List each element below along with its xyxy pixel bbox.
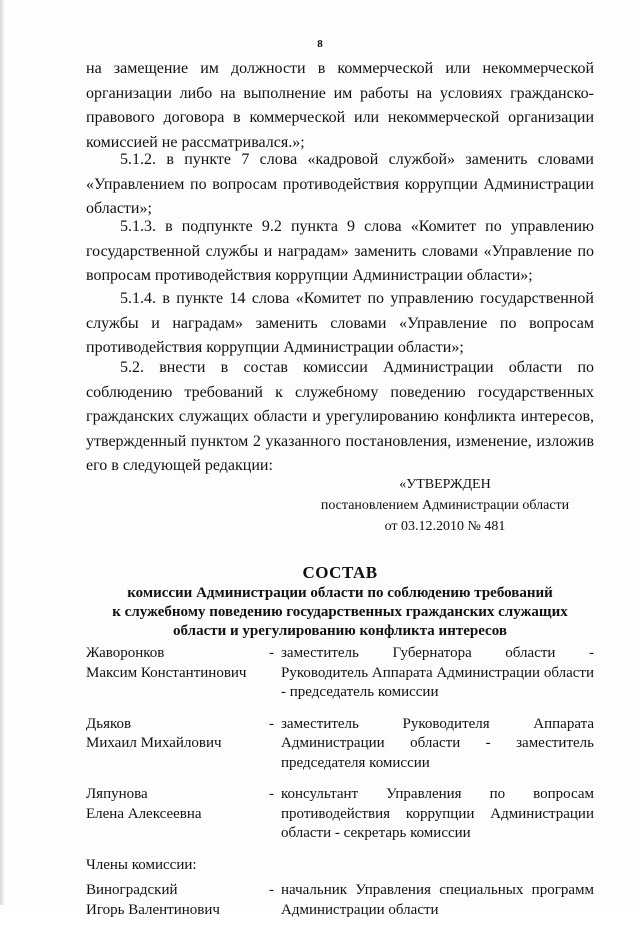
members-section-label: Члены комиссии: <box>86 856 197 873</box>
member-dash: - <box>269 786 274 802</box>
member-given-name: Игорь Валентинович <box>86 901 220 918</box>
member-row <box>86 785 594 844</box>
member-name <box>86 881 269 920</box>
approval-stamp <box>300 474 590 537</box>
paragraph-text: 5.1.3. в подпункте 9.2 пункта 9 слова «Комитет по управлению государственной службы и наградам» заменить словами «Управление по вопросам противодействия коррупции Администрации области»; <box>86 218 594 284</box>
member-dash: - <box>269 715 274 732</box>
paragraph-text: 5.2. внести в состав комиссии Администрации области по соблюдению требований к служебному поведению государственных гражданских служащих области и урегулированию конфликта интересов, утвержденный пунктом 2 указанного постановления, изменение, изложив его в следующей редакции: <box>86 359 594 474</box>
member-role: начальник Управления специальных программ Администрации области <box>281 882 594 918</box>
paragraph-text: 5.1.4. в пункте 14 слова «Комитет по управлению государственной службы и наградам» заменить словами «Управление по вопросам противодействия коррупции Администрации области»; <box>86 290 594 356</box>
approval-line-1: «УТВЕРЖДЕН <box>399 477 491 492</box>
member-dash: - <box>269 882 274 898</box>
approval-line-2: постановлением Администрации области <box>320 498 570 513</box>
scan-edge <box>0 0 4 905</box>
composition-heading <box>86 562 594 641</box>
member-given-name: Елена Алексеевна <box>86 805 202 822</box>
member-name <box>86 715 269 774</box>
composition-subtitle-2: к служебному поведению государственных гражданских служащих <box>112 604 568 620</box>
paragraph-5-2 <box>86 356 594 479</box>
member-surname: Виноградский <box>86 882 178 898</box>
composition-subtitle-1: комиссии Администрации области по соблюдению требований <box>127 585 553 601</box>
member-role: консультант Управления по вопросам противодействия коррупции Администрации области - секретарь комиссии <box>281 786 594 841</box>
member-role: заместитель Руководителя Аппарата Администрации области - заместитель председателя комиссии <box>281 715 594 771</box>
member-role: заместитель Губернатора области - Руководитель Аппарата Администрации области - председатель комиссии <box>281 645 594 700</box>
approval-line-3: от 03.12.2010 № 481 <box>384 519 506 534</box>
member-name <box>86 644 269 703</box>
member-row <box>86 881 594 920</box>
member-name <box>86 785 269 844</box>
member-surname: Ляпунова <box>86 786 148 802</box>
member-given-name: Михаил Михайлович <box>86 735 222 751</box>
paragraph-5-1-2 <box>86 148 594 222</box>
member-given-name: Максим Константинович <box>86 664 247 681</box>
page-number: 8 <box>317 38 323 50</box>
paragraph-5-1-4 <box>86 287 594 361</box>
member-dash: - <box>269 645 274 661</box>
member-row <box>86 644 594 703</box>
member-surname: Жаворонков <box>86 645 165 661</box>
paragraph-continuation <box>86 57 594 155</box>
composition-subtitle-3: области и урегулированию конфликта интересов <box>173 623 507 639</box>
member-surname: Дьяков <box>86 715 132 732</box>
paragraph-5-1-3 <box>86 215 594 289</box>
member-row <box>86 715 594 774</box>
composition-title: СОСТАВ <box>302 563 378 582</box>
paragraph-text: 5.1.2. в пункте 7 слова «кадровой службой» заменить словами «Управлением по вопросам противодействия коррупции Администрации области»; <box>86 151 594 217</box>
paragraph-text: на замещение им должности в коммерческой или некоммерческой организации либо на выполнение им работы на условиях гражданско-правового договора в коммерческой или некоммерческой организации комиссией не рассматривался.»; <box>86 60 594 151</box>
members-list <box>86 644 594 932</box>
